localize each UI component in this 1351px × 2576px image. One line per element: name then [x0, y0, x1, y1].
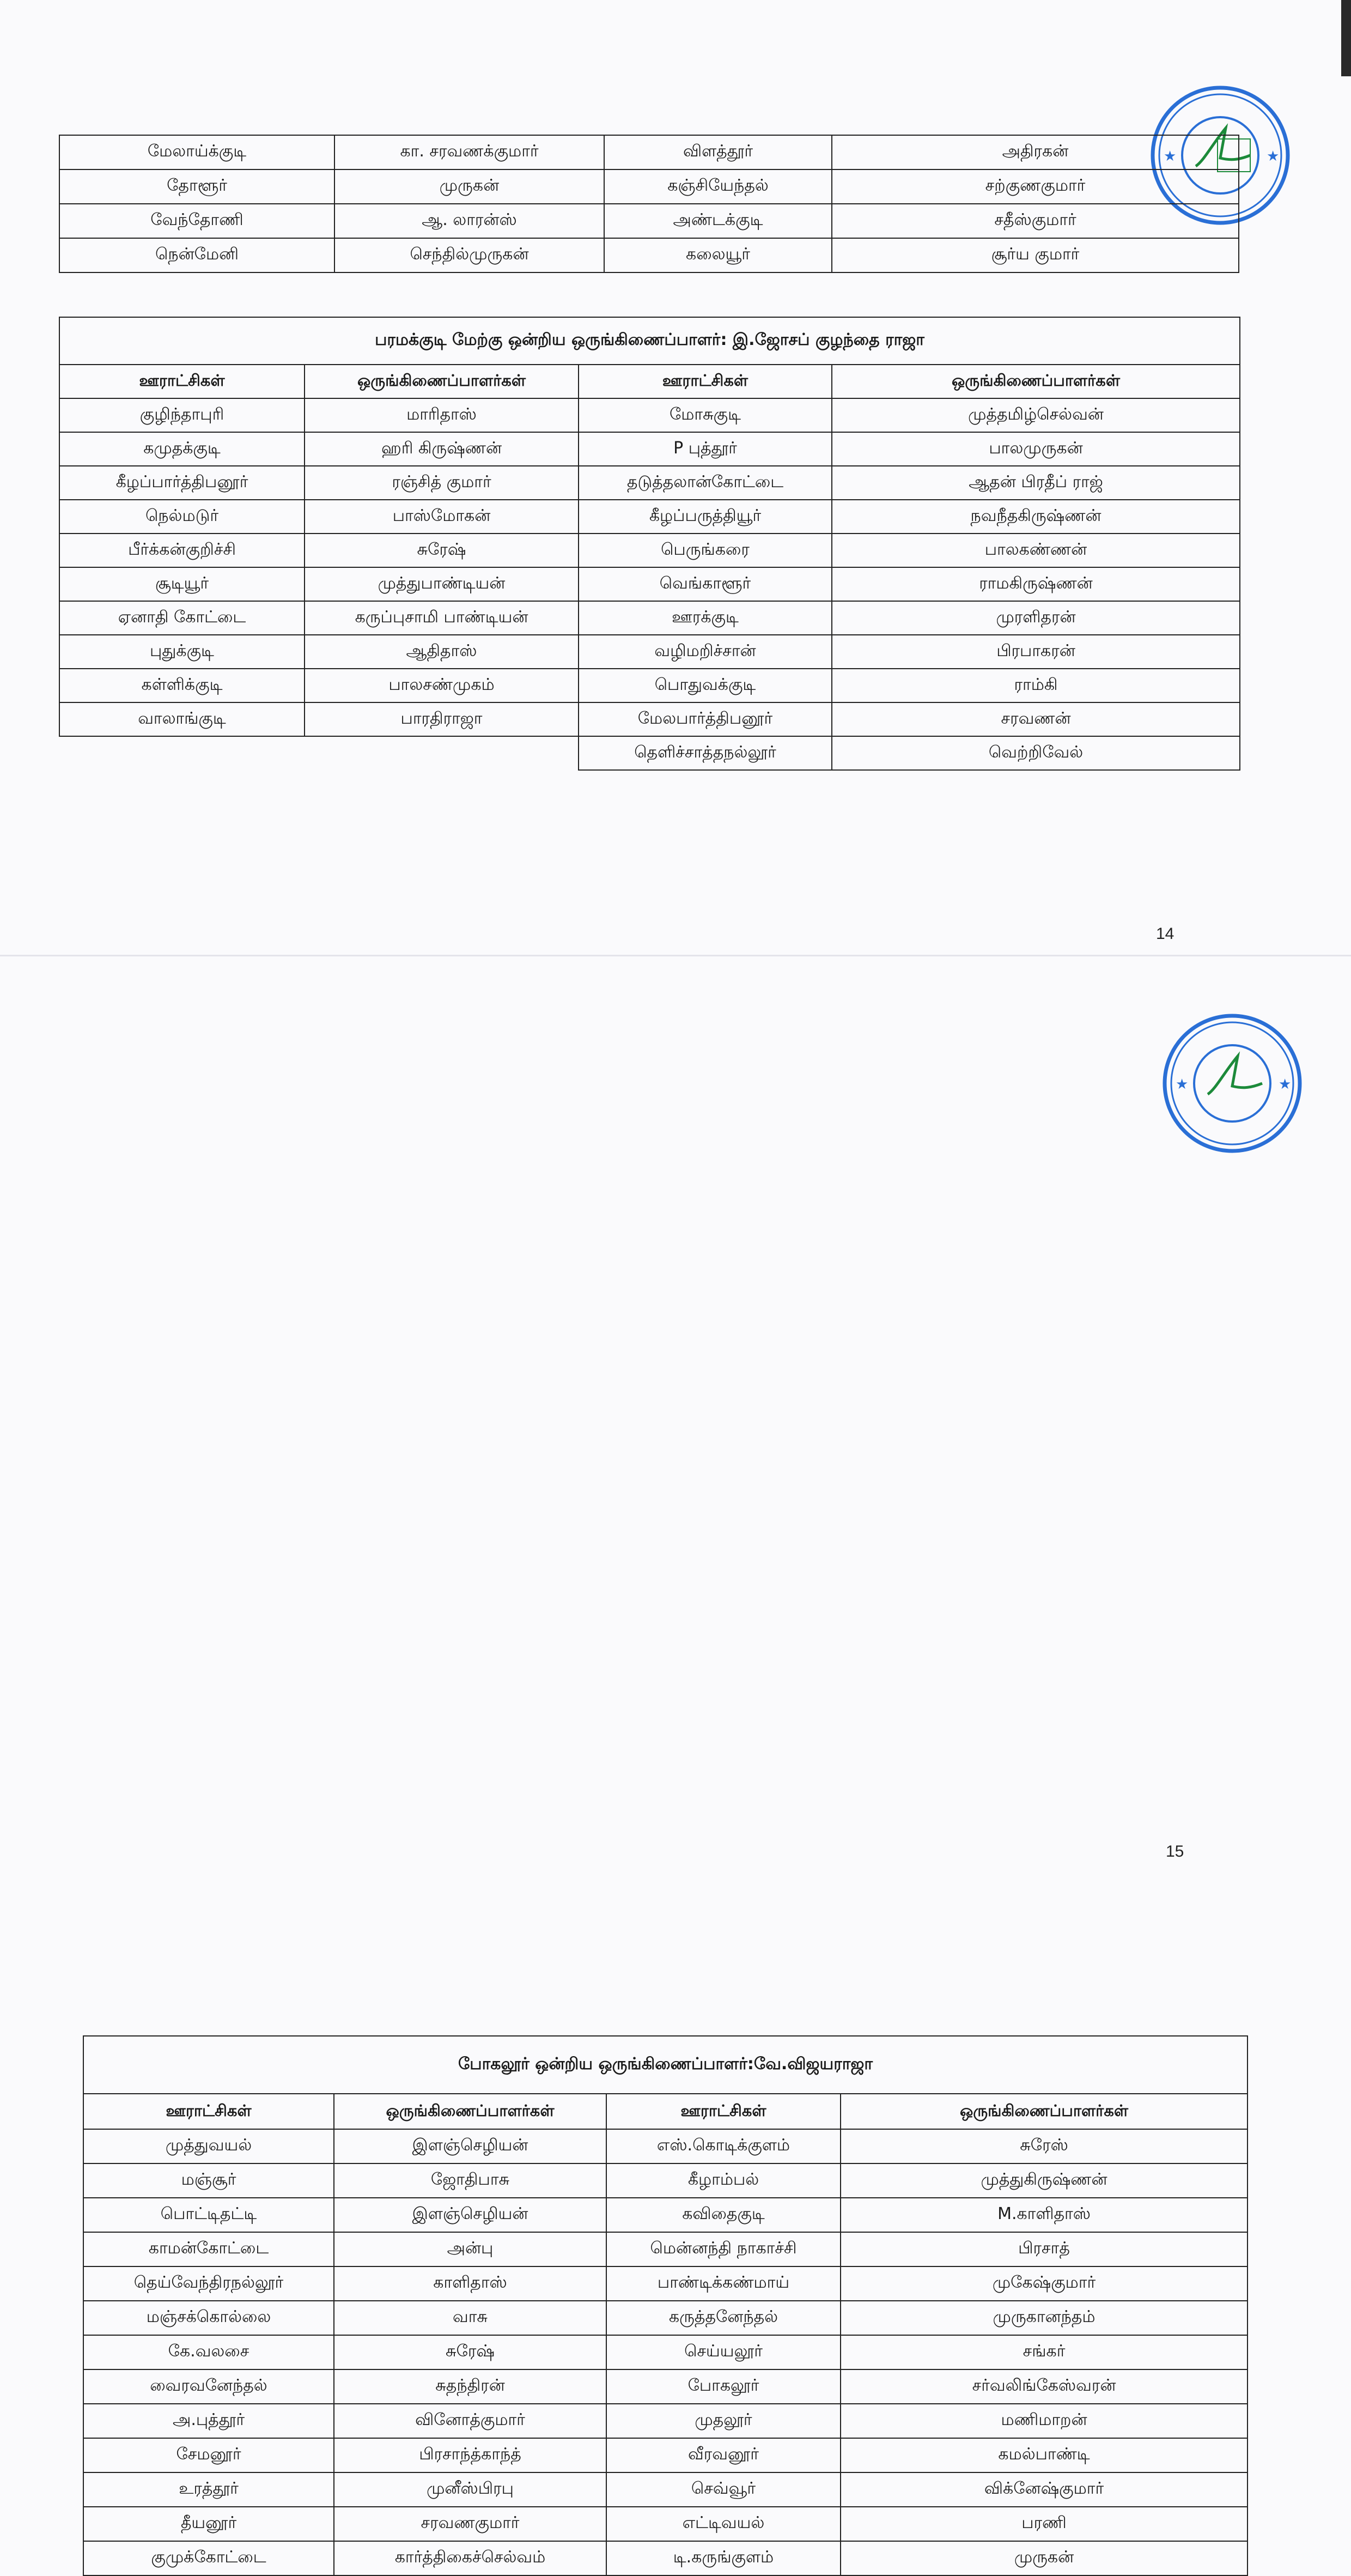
- table-cell: சுதந்திரன்: [334, 2369, 606, 2404]
- table-row: [83, 2404, 1247, 2438]
- table-cell: கள்ளிக்குடி: [59, 669, 305, 702]
- paramakudi-west-table: [59, 317, 1240, 771]
- table-cell: தடுத்தலான்கோட்டை: [579, 466, 832, 500]
- table-cell: ஆதிதாஸ்: [305, 635, 579, 669]
- table-cell: நெல்மடுர்: [59, 500, 305, 534]
- table-cell: தீயனூர்: [83, 2507, 334, 2541]
- table-cell: விக்னேஷ்குமார்: [841, 2472, 1247, 2507]
- table-cell: கவிதைகுடி: [606, 2198, 841, 2232]
- table-row: [59, 567, 1240, 601]
- svg-text:★: ★: [1176, 1076, 1189, 1093]
- table-row: [83, 2266, 1247, 2301]
- table-cell: வாலாங்குடி: [59, 702, 305, 736]
- table-cell: தோளூர்: [59, 169, 334, 204]
- table-cell: கஞ்சியேந்தல்: [604, 169, 832, 204]
- table-cell: மணிமாறன்: [841, 2404, 1247, 2438]
- table-row: [59, 432, 1240, 466]
- table-cell: மேலாய்க்குடி: [59, 135, 334, 169]
- table-cell: நென்மேனி: [59, 238, 334, 272]
- table-cell: பிரசாத்: [841, 2232, 1247, 2266]
- table-cell: முருகன்: [334, 169, 604, 204]
- table-cell: மஞ்சக்கொல்லை: [83, 2301, 334, 2335]
- table-cell: சூடியூர்: [59, 567, 305, 601]
- table-cell: கீழப்பருத்தியூர்: [579, 500, 832, 534]
- table-row: [59, 238, 1239, 272]
- table-cell: கருத்தனேந்தல்: [606, 2301, 841, 2335]
- table-cell: ஆ. லாரன்ஸ்: [334, 204, 604, 238]
- table-cell: கீழப்பார்த்திபனூர்: [59, 466, 305, 500]
- table-row: [59, 635, 1240, 669]
- table-row: [59, 169, 1239, 204]
- table-cell: முருகன்: [841, 2541, 1247, 2575]
- table-cell: முனீஸ்பிரபு: [334, 2472, 606, 2507]
- page-14: [0, 0, 1351, 956]
- table-cell: சற்குணகுமார்: [832, 169, 1239, 204]
- table-row: [83, 2369, 1247, 2404]
- table-cell: ராம்கி: [832, 669, 1240, 702]
- table-row: [59, 534, 1240, 567]
- table-cell: கே.வலசை: [83, 2335, 334, 2369]
- table-cell: [59, 736, 305, 770]
- table-row: [83, 2335, 1247, 2369]
- table-cell: செவ்வூர்: [606, 2472, 841, 2507]
- table-row: [83, 2438, 1247, 2472]
- table-row: [83, 2541, 1247, 2575]
- table-cell: மாரிதாஸ்: [305, 398, 579, 432]
- table-cell: அண்டக்குடி: [604, 204, 832, 238]
- table-cell: பரணி: [841, 2507, 1247, 2541]
- table-cell: சூர்ய குமார்: [832, 238, 1239, 272]
- table-cell: அ.புத்தூர்: [83, 2404, 334, 2438]
- table-title: போகலூர் ஒன்றிய ஒருங்கிணைப்பாளர்:வே.விஜயராஜா: [83, 2036, 1247, 2094]
- table-cell: தெய்வேந்திரநல்லூர்: [83, 2266, 334, 2301]
- table-row: [59, 736, 1240, 770]
- table-cell: வழிமறிச்சான்: [579, 635, 832, 669]
- table-cell: [305, 736, 579, 770]
- table-cell: வெங்காளூர்: [579, 567, 832, 601]
- table-cell: வைரவனேந்தல்: [83, 2369, 334, 2404]
- table-row: [59, 135, 1239, 169]
- table-cell: காளிதாஸ்: [334, 2266, 606, 2301]
- table-row: [59, 669, 1240, 702]
- table-cell: வினோத்குமார்: [334, 2404, 606, 2438]
- table-row: [83, 2198, 1247, 2232]
- table-cell: ரஞ்சித் குமார்: [305, 466, 579, 500]
- table-cell: முரளிதரன்: [832, 601, 1240, 635]
- table-cell: P புத்தூர்: [579, 432, 832, 466]
- column-header: ஒருங்கிணைப்பாளர்கள்: [334, 2094, 606, 2129]
- table-cell: பாரதிராஜா: [305, 702, 579, 736]
- table-cell: வீரவனூர்: [606, 2438, 841, 2472]
- table-cell: பெருங்கரை: [579, 534, 832, 567]
- table-cell: செய்யலூர்: [606, 2335, 841, 2369]
- table-cell: ஹரி கிருஷ்ணன்: [305, 432, 579, 466]
- table-cell: விளத்தூர்: [604, 135, 832, 169]
- table-cell: கா. சரவணக்குமார்: [334, 135, 604, 169]
- table-cell: எட்டிவயல்: [606, 2507, 841, 2541]
- table-cell: பொதுவக்குடி: [579, 669, 832, 702]
- table-cell: முத்துகிருஷ்ணன்: [841, 2163, 1247, 2198]
- table-cell: இளஞ்செழியன்: [334, 2198, 606, 2232]
- table-cell: வேந்தோணி: [59, 204, 334, 238]
- page-edge: [1341, 0, 1351, 76]
- svg-text:★: ★: [1267, 148, 1280, 165]
- table-cell: இளஞ்செழியன்: [334, 2129, 606, 2163]
- table-cell: போகலூர்: [606, 2369, 841, 2404]
- table-cell: சுரேஷ்: [334, 2335, 606, 2369]
- table-cell: பாண்டிக்கண்மாய்: [606, 2266, 841, 2301]
- table-cell: சுரேஷ்: [305, 534, 579, 567]
- table-cell: வெற்றிவேல்: [832, 736, 1240, 770]
- svg-text:★: ★: [1279, 1076, 1292, 1093]
- table-row: [83, 2163, 1247, 2198]
- table-cell: சங்கர்: [841, 2335, 1247, 2369]
- table-cell: ஜோதிபாசு: [334, 2163, 606, 2198]
- table-cell: முத்துவயல்: [83, 2129, 334, 2163]
- table-row: [83, 2507, 1247, 2541]
- table-cell: முத்துபாண்டியன்: [305, 567, 579, 601]
- column-header: ஊராட்சிகள்: [606, 2094, 841, 2129]
- table-row: [83, 2301, 1247, 2335]
- table-cell: சரவணகுமார்: [334, 2507, 606, 2541]
- table-cell: வாசு: [334, 2301, 606, 2335]
- table-cell: கமுதக்குடி: [59, 432, 305, 466]
- table-cell: கருப்புசாமி பாண்டியன்: [305, 601, 579, 635]
- table-cell: பிரசாந்த்காந்த்: [334, 2438, 606, 2472]
- table-cell: டி.கருங்குளம்: [606, 2541, 841, 2575]
- table-row: [83, 2129, 1247, 2163]
- column-header: ஊராட்சிகள்: [83, 2094, 334, 2129]
- table-cell: பிரபாகரன்: [832, 635, 1240, 669]
- table-row: [59, 601, 1240, 635]
- table-cell: சர்வலிங்கேஸ்வரன்: [841, 2369, 1247, 2404]
- continued-coordinators-table: [59, 135, 1239, 273]
- table-cell: கமல்பாண்டி: [841, 2438, 1247, 2472]
- column-header: ஒருங்கிணைப்பாளர்கள்: [305, 365, 579, 398]
- table-cell: அதிரகன்: [832, 135, 1239, 169]
- table-cell: பாலமுருகன்: [832, 432, 1240, 466]
- table-cell: மென்னந்தி நாகாச்சி: [606, 2232, 841, 2266]
- column-header: ஒருங்கிணைப்பாளர்கள்: [832, 365, 1240, 398]
- table-cell: M.காளிதாஸ்: [841, 2198, 1247, 2232]
- svg-text:★: ★: [1164, 148, 1177, 165]
- table-cell: முதலூர்: [606, 2404, 841, 2438]
- table-cell: பாலகண்ணன்: [832, 534, 1240, 567]
- table-row: [83, 2472, 1247, 2507]
- table-cell: பாலசண்முகம்: [305, 669, 579, 702]
- table-cell: உரத்தூர்: [83, 2472, 334, 2507]
- table-cell: எஸ்.கொடிக்குளம்: [606, 2129, 841, 2163]
- table-cell: பீர்க்கன்குறிச்சி: [59, 534, 305, 567]
- table-cell: புதுக்குடி: [59, 635, 305, 669]
- table-row: [59, 466, 1240, 500]
- table-cell: முகேஷ்குமார்: [841, 2266, 1247, 2301]
- table-cell: சேமனூர்: [83, 2438, 334, 2472]
- table-row: [59, 398, 1240, 432]
- table-cell: செந்தில்முருகன்: [334, 238, 604, 272]
- table-cell: பொட்டிதட்டி: [83, 2198, 334, 2232]
- table-cell: அன்பு: [334, 2232, 606, 2266]
- table-row: [59, 204, 1239, 238]
- page-number: 15: [1166, 1842, 1184, 1860]
- party-seal-icon: [1161, 1013, 1303, 1154]
- table-cell: மேலபார்த்திபனூர்: [579, 702, 832, 736]
- table-row: [59, 702, 1240, 736]
- column-header: ஊராட்சிகள்: [579, 365, 832, 398]
- table-cell: தெளிச்சாத்தநல்லூர்: [579, 736, 832, 770]
- table-cell: முருகானந்தம்: [841, 2301, 1247, 2335]
- table-cell: குமுக்கோட்டை: [83, 2541, 334, 2575]
- table-cell: மோசுகுடி: [579, 398, 832, 432]
- table-cell: நவநீதகிருஷ்ணன்: [832, 500, 1240, 534]
- table-cell: முத்தமிழ்செல்வன்: [832, 398, 1240, 432]
- table-cell: சதீஸ்குமார்: [832, 204, 1239, 238]
- table-cell: ஏனாதி கோட்டை: [59, 601, 305, 635]
- table-row: [83, 2232, 1247, 2266]
- page-15: [0, 956, 1351, 2567]
- table-cell: ஊரக்குடி: [579, 601, 832, 635]
- table-cell: ஆதன் பிரதீப் ராஜ்: [832, 466, 1240, 500]
- table-cell: ராமகிருஷ்ணன்: [832, 567, 1240, 601]
- table-cell: காமன்கோட்டை: [83, 2232, 334, 2266]
- column-header: ஊராட்சிகள்: [59, 365, 305, 398]
- table-cell: சரவணன்: [832, 702, 1240, 736]
- table-cell: சுரேஸ்: [841, 2129, 1247, 2163]
- table-row: [59, 500, 1240, 534]
- table-cell: மஞ்சூர்: [83, 2163, 334, 2198]
- table-cell: பாஸ்மோகன்: [305, 500, 579, 534]
- table-title: பரமக்குடி மேற்கு ஒன்றிய ஒருங்கிணைப்பாளர்: இ.ஜோசப் குழந்தை ராஜா: [59, 317, 1240, 365]
- table-cell: கார்த்திகைச்செல்வம்: [334, 2541, 606, 2575]
- table-cell: கீழாம்பல்: [606, 2163, 841, 2198]
- column-header: ஒருங்கிணைப்பாளர்கள்: [841, 2094, 1247, 2129]
- table-cell: கலையூர்: [604, 238, 832, 272]
- page-number: 14: [1156, 925, 1174, 943]
- bogalur-table: [83, 2035, 1248, 2576]
- table-cell: குழிந்தாபுரி: [59, 398, 305, 432]
